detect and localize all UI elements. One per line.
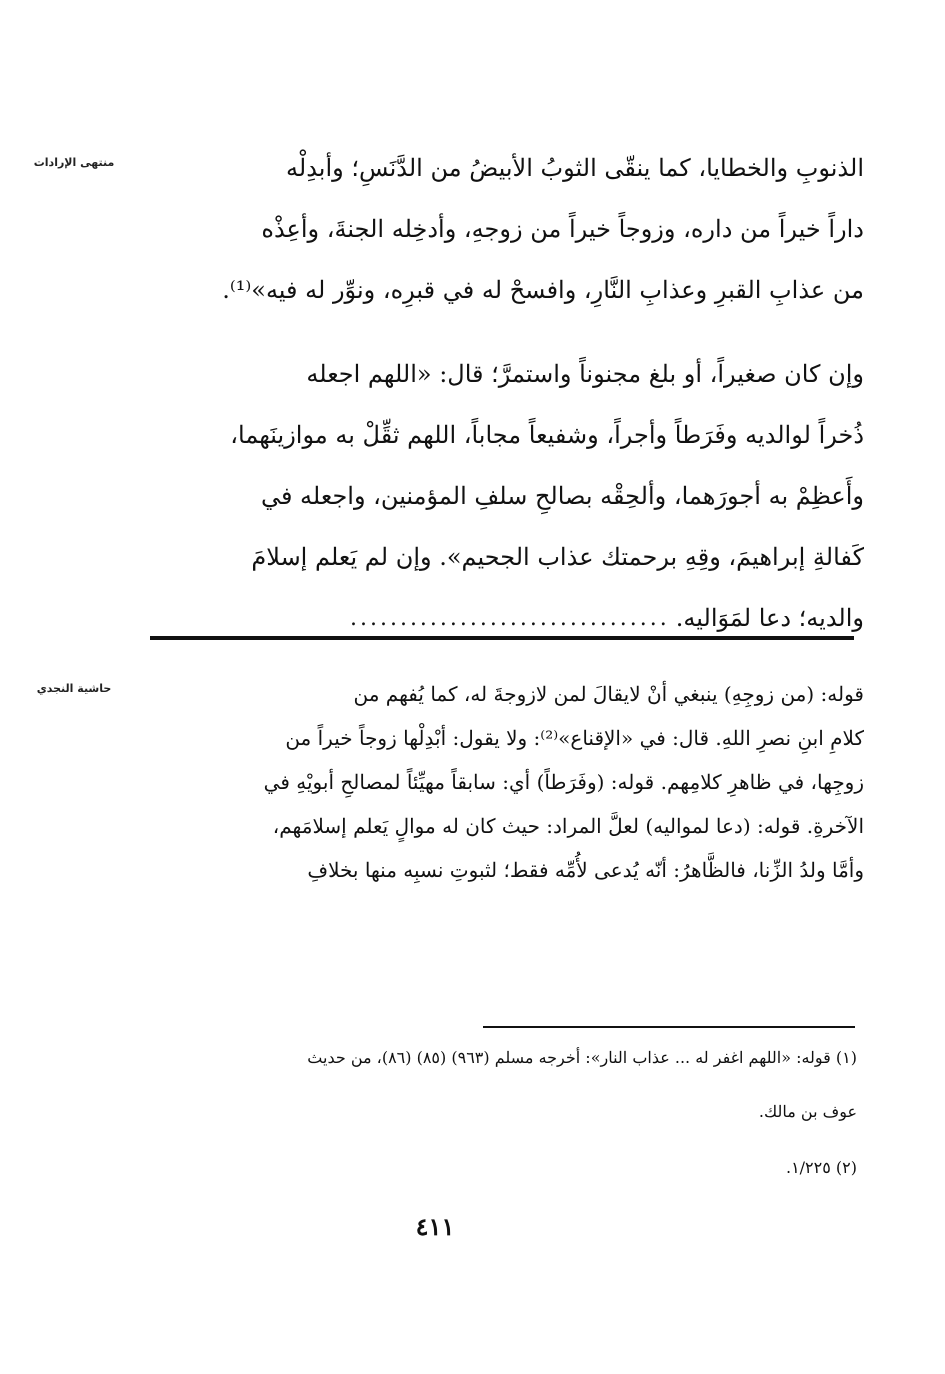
footnote-1-line-1: (١) قوله: «اللهم اغفر له ... عذاب النار»: أخرجه مسلم (٩٦٣) (٨٥) (٨٦)، من حديث xyxy=(307,1048,857,1067)
main-text-line: وأَعظِمْ به أجورَهما، وألحِقْه بصالحِ سلفِ المؤمنين، واجعله في xyxy=(260,482,864,510)
page-number: ٤١١ xyxy=(415,1212,455,1241)
hashiya-text-line: قوله: (من زوجِهِ) ينبغي أنْ لايقالَ لمن لازوجةَ له، كما يُفهم من xyxy=(353,682,864,706)
main-text-line: ذُخراً لوالديه وفَرَطاً وأجراً، وشفيعاً مجاباً، اللهم ثقِّلْ به موازينَهما، xyxy=(230,421,864,449)
main-text-line: من عذابِ القبرِ وعذابِ النَّارِ، وافسحْ له في قبرِه، ونوِّر له فيه»⁽¹⁾. xyxy=(222,276,864,304)
section-divider xyxy=(150,636,854,640)
main-text-block xyxy=(150,138,864,649)
main-text-last-words: والديه؛ دعا لمَوَاليه. xyxy=(675,604,864,632)
footnote-2: (٢) ١/٢٢٥. xyxy=(785,1158,857,1177)
main-text-line: الذنوبِ والخطايا، كما ينقّى الثوبُ الأبيضُ من الدَّنَسِ؛ وأبدِلْه xyxy=(286,154,864,182)
margin-label-hashiya: حاشية النجدي xyxy=(36,682,112,695)
hashiya-text-line: زوجِها، في ظاهرِ كلامِهم. قوله: (وفَرَطاً) أي: سابقاً مهيِّئاً لمصالحِ أبويْهِ في xyxy=(263,770,864,794)
paragraph-gap xyxy=(150,321,864,344)
hashiya-text-line: كلامِ ابنِ نصرِ اللهِ. قال: في «الإقناع»⁽²⁾: ولا يقول: أبْدِلْها زوجاً خيراً من xyxy=(285,726,864,750)
main-text-line: كَفالةِ إبراهيمَ، وقِهِ برحمتك عذاب الجحيم». وإن لم يَعلم إسلامَ xyxy=(251,543,864,571)
footnote-divider xyxy=(483,1026,855,1028)
main-text-line: وإن كان صغيراً، أو بلغ مجنوناً واستمرَّ؛ قال: «اللهم اجعله xyxy=(306,360,864,388)
margin-label-muntaha: منتهى الإرادات xyxy=(33,156,115,169)
footnote-1-line-2: عوف بن مالك. xyxy=(758,1102,857,1121)
hashiya-text-line: وأمَّا ولدُ الزِّنا، فالظَّاهرُ: أنّه يُدعى لأُمِّه فقط؛ لثبوتِ نسبِه منها بخلافِ xyxy=(307,858,864,882)
hashiya-text-line: الآخرةِ. قوله: (دعا لمواليه) لعلَّ المراد: حيث كان له موالٍ يَعلم إسلامَهم، xyxy=(272,814,864,838)
dotted-filler: ................................ xyxy=(349,606,670,631)
hashiya-text-block xyxy=(150,672,864,892)
main-text-line: داراً خيراً من داره، وزوجاً خيراً من زوجهِ، وأدخِله الجنةَ، وأعِذْه xyxy=(261,215,864,243)
